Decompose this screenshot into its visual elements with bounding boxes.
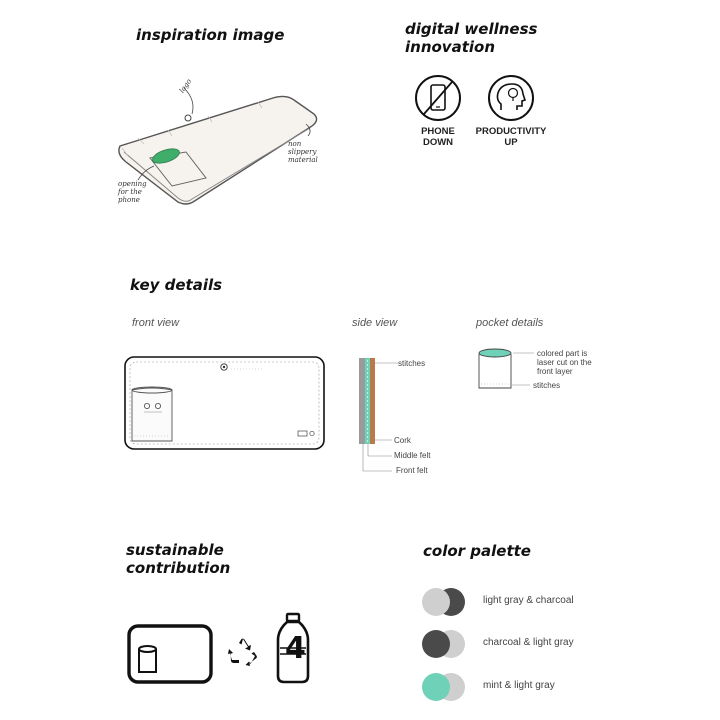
- label-pocket-details: pocket details: [476, 317, 544, 329]
- palette-swatch-left: [422, 673, 450, 701]
- sketch-note-line: material: [288, 156, 318, 164]
- sketch-mat: [119, 96, 317, 204]
- front-view-drawing: [124, 356, 326, 450]
- pocket-details-drawing: [476, 344, 540, 394]
- side-label-cork: Cork: [394, 436, 411, 445]
- note-line: front layer: [537, 367, 573, 376]
- sketch-note-logo: logo: [177, 77, 194, 95]
- note-line: laser cut on the: [537, 358, 592, 367]
- sketch-note-line: non: [288, 140, 302, 148]
- heading-line: contribution: [126, 559, 231, 577]
- side-label-front-felt: Front felt: [396, 466, 428, 475]
- caption-productivity-up: [469, 126, 553, 148]
- front-phone-pocket: [132, 387, 172, 441]
- heading-line: sustainable: [126, 541, 224, 559]
- caption-line: DOWN: [422, 137, 454, 148]
- palette-label: light gray & charcoal: [483, 595, 574, 606]
- caption-line: UP: [504, 137, 518, 148]
- sketch-note-opening: [118, 180, 147, 204]
- heading-color-palette: color palette: [423, 542, 531, 560]
- heading-key-details: key details: [130, 276, 223, 294]
- side-label-middle-felt: Middle felt: [394, 451, 431, 460]
- caption-line: PRODUCTIVITY: [475, 126, 547, 137]
- sketch-note-line: phone: [118, 196, 140, 204]
- side-label-stitches: stitches: [398, 359, 426, 368]
- pocket-label-stitches: stitches: [533, 381, 561, 390]
- palette-swatch-left: [422, 630, 450, 658]
- heading-inspiration-image: inspiration image: [136, 26, 285, 44]
- heading-digital-wellness: [405, 20, 537, 56]
- pocket-label-colored-part: [537, 349, 592, 376]
- heading-sustainable-contribution: [126, 541, 230, 577]
- label-side-view: side view: [352, 317, 398, 329]
- sketch-note-non-slippery: [288, 140, 318, 164]
- phone-crossed-icon: [414, 74, 462, 122]
- bottle-count: 4: [285, 631, 306, 666]
- desk-mat-icon: [127, 624, 213, 686]
- sketch-note-line: opening: [118, 180, 147, 188]
- caption-line: PHONE: [421, 126, 455, 137]
- palette-row: [422, 673, 682, 701]
- label-front-view: front view: [132, 317, 180, 329]
- palette-row: [422, 630, 682, 658]
- sketch-logo-mark: [185, 115, 191, 121]
- palette-list: [422, 588, 682, 712]
- recycle-icon: [228, 636, 258, 666]
- palette-label: charcoal & light gray: [483, 637, 574, 648]
- heading-line: digital wellness: [405, 20, 538, 38]
- palette-row: [422, 588, 682, 616]
- head-lightbulb-icon: [487, 74, 535, 122]
- caption-phone-down: [398, 126, 478, 148]
- note-line: colored part is: [537, 349, 588, 358]
- sketch-note-line: for the: [118, 188, 142, 196]
- palette-label: mint & light gray: [483, 680, 555, 691]
- sketch-note-line: slippery: [288, 148, 317, 156]
- palette-swatch-left: [422, 588, 450, 616]
- heading-line: innovation: [405, 38, 495, 56]
